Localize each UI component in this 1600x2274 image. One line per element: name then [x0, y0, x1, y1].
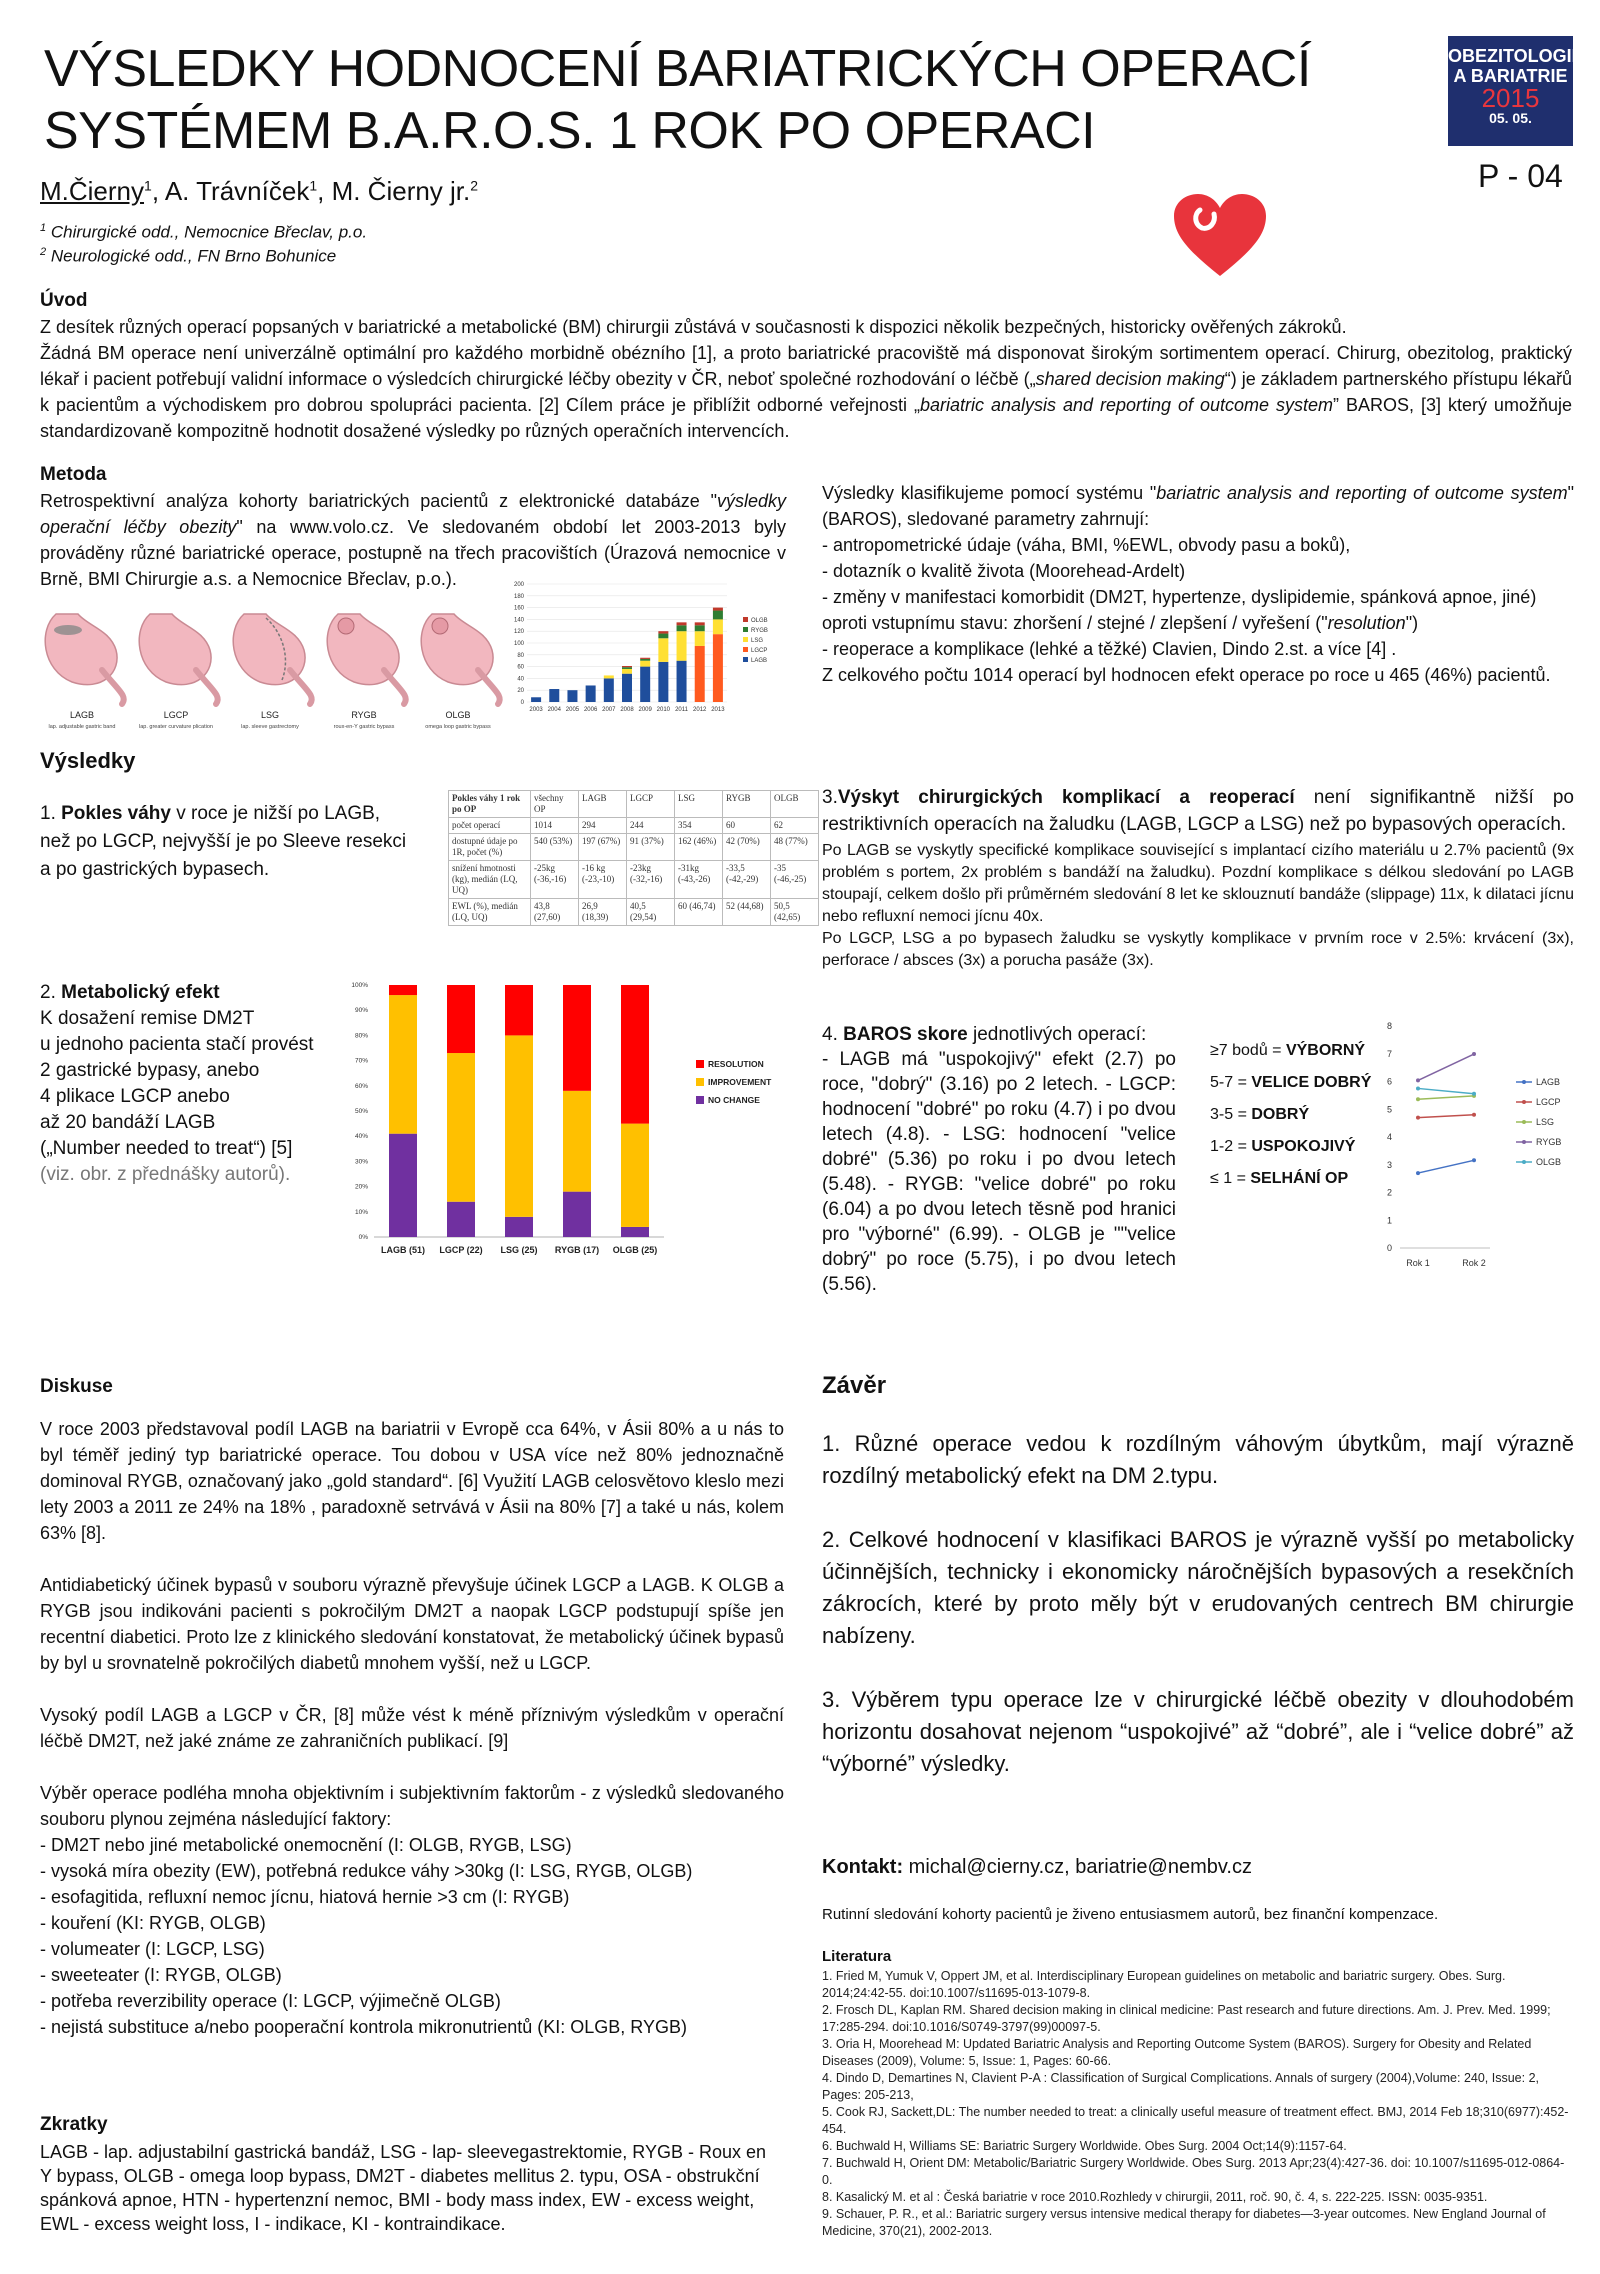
bar-lsg [604, 675, 614, 678]
kontakt: Kontakt: michal@cierny.cz, bariatrie@nembv.cz [822, 1856, 1252, 1878]
reference-item: 1. Fried M, Yumuk V, Oppert JM, et al. Interdisciplinary European guidelines on metabolic and bariatric surgery. Obes. Surg. 2014;24:42-55. doi:10.1007/s11695-013-1079-8. [822, 1969, 1506, 2000]
legend-marker [1522, 1080, 1526, 1084]
intestine-shape [478, 670, 500, 704]
legend-swatch [696, 1060, 704, 1068]
point-lgcp [1416, 1116, 1420, 1120]
bar-lsg [713, 619, 723, 634]
table-cell: -16 kg (-23,-10) [579, 861, 627, 899]
reference-item: 6. Buchwald H, Williams SE: Bariatric Surgery Worldwide. Obes Surg. 2004 Oct;14(9):1157-64. [822, 2139, 1347, 2153]
legend-label: RYGB [1536, 1137, 1562, 1147]
x-tick-label: OLGB (25) [612, 1245, 658, 1255]
intestine-shape [290, 670, 312, 704]
table-cell: -23kg (-32,-16) [627, 861, 675, 899]
operation-illustrations [36, 600, 506, 730]
y-tick-label: 10% [354, 1208, 368, 1216]
title-line-2: SYSTÉMEM B.A.R.O.S. 1 ROK PO OPERACI [44, 102, 1096, 160]
stomach-olgb-icon [421, 614, 500, 704]
bar-lagb [586, 685, 596, 702]
table-cell: 60 [723, 818, 771, 834]
bar-olgb [658, 631, 668, 633]
op-caption-label: lap. greater curvature plication [139, 724, 213, 730]
table-cell: 294 [579, 818, 627, 834]
table-cell: Pokles váhy 1 rok po OP [449, 791, 531, 818]
bar-lagb [531, 697, 541, 702]
legend-label: RYGB [751, 628, 768, 634]
bar-lgcp [695, 646, 705, 702]
table-cell: 42 (70%) [723, 834, 771, 861]
bar-lsg [677, 631, 687, 661]
bar-lagb [677, 661, 687, 702]
op-caption-label: omega loop gastric bypass [425, 724, 491, 730]
stomach-lsg-icon [233, 614, 312, 704]
scale-row: 1-2 = USPOKOJIVÝ [1210, 1138, 1356, 1155]
result-3-text: 3.Výskyt chirurgických komplikací a reoperací není signifikantně nižší po restriktivních operacích na žaludku (LAGB, LGCP a LSG) než po bypasových operacích. Po LAGB se vyskytly specifické komplikace související s implantací cizího materiálu u 2.7% pacientů (9x problém s portem, 2x problém s bandáží na žaludku). Pozdní komplikace s délkou sledování po LAGB stoupají, celkem došlo při průměrném sledování 8 let ke sklouznutí bandáže (slippage) 11x, k dilataci jícnu nebo refluxní nemoci jícnu 40x. Po LGCP, LSG a po bypasech žaludku se vyskytly komplikace v prvním roce v 2.5%: krvácení (3x), perforace / absces (3x) a porucha pasáže (3x). [822, 787, 1574, 969]
table-cell: počet operací [449, 818, 531, 834]
bar-lsg [640, 661, 650, 667]
op-name-label: OLGB [445, 710, 471, 720]
op-name-label: LSG [260, 710, 280, 720]
table-cell: -35 (-46,-25) [771, 861, 819, 899]
bar-no-change [505, 1217, 533, 1237]
x-tick-label: 2004 [547, 707, 561, 713]
legend-label: RESOLUTION [708, 1059, 764, 1069]
legend-swatch [743, 627, 748, 632]
y-tick-label: 100 [513, 641, 524, 647]
bar-rygb [713, 611, 723, 620]
uvod-text: Z desítek různých operací popsaných v bariatrické a metabolické (BM) chirurgii zůstává v současnosti k dispozici několik bezpečných, historicky ověřených zákroků. Žádná BM operace není univerzálně optimální pro každého morbidně obézního [1], a proto bariatrické pracoviště má disponovat širokým sortimentem operací. Chirurg, obezitolog, praktický lékař i pacient potřebují validní informace o výsledcích chirurgické léčby obezity v ČR, neboť společné rozhodování o léčbě („shared decision making“) je základem partnerského přístupu lékařů k pacientům a východiskem pro dobrou spolupráci pacienta. [2] Cílem práce je přiblížit odborné veřejnosti „bariatric analysis and reporting of outcome system” BAROS, [3] který umožňuje standardizovaně kompozitně hodnotit dosažené výsledky po různých operačních intervencích. [40, 317, 1573, 441]
op-caption-label: lap. sleeve gastrectomy [241, 724, 299, 730]
y-tick-label: 0 [520, 700, 524, 706]
legend-label: OLGB [1536, 1157, 1562, 1167]
legend-swatch [743, 617, 748, 622]
y-tick-label: 2 [1386, 1187, 1392, 1198]
bar-resolution [389, 985, 417, 995]
legend-label: LSG [751, 638, 764, 644]
authors: M.Čierny$^1$, A. Trávníček$^1$, M. Čierny jr.$^2$ [40, 176, 479, 206]
table-cell: snížení hmotnosti (kg), medián (LQ, UQ) [449, 861, 531, 899]
table-row [449, 834, 819, 861]
bar-olgb [640, 658, 650, 659]
y-tick-label: 80% [354, 1032, 368, 1040]
bar-resolution [505, 985, 533, 1035]
legend-swatch [743, 637, 748, 642]
table-cell: dostupné údaje po 1R, počet (%) [449, 834, 531, 861]
x-tick-label: 2003 [529, 707, 543, 713]
stomach-lagb-icon [45, 614, 124, 704]
x-tick-label: RYGB (17) [554, 1245, 600, 1255]
conference-logo: OBEZITOLOGIE A BARIATRIE 2015 05. 05. [1448, 36, 1573, 146]
bar-lgcp [713, 634, 723, 702]
legend-swatch [743, 647, 748, 652]
affiliation-2: $^2$ Neurologické odd., FN Brno Bohunice [40, 246, 337, 266]
reference-item: 2. Frosch DL, Kaplan RM. Shared decision making in clinical medicine: Past research and future directions. Am. J. Prev. Med. 1999; 17:285-294. doi:10.1016/S0749-3797(99)00097-5. [822, 2003, 1551, 2034]
table-row [449, 899, 819, 926]
x-tick-label: 2009 [638, 707, 652, 713]
legend-marker [1522, 1120, 1526, 1124]
table-cell: 50,5 (42,65) [771, 899, 819, 926]
scale-row: ≥7 bodů = VÝBORNÝ [1210, 1042, 1366, 1059]
bar-lagb [549, 689, 559, 702]
metoda-right-text: Výsledky klasifikujeme pomocí systému "bariatric analysis and reporting of outcome system" (BAROS), sledované parametry zahrnují: - antropometrické údaje (váha, BMI, %EWL, obvody pasu a boků), - dotazník o kvalitě života (Moorehead-Ardelt) - změny v manifestaci komorbidit (DM2T, hypertenze, dyslipidemie, spánková apnoe, jiné) oproti vstupnímu stavu: zhoršení / stejné / zlepšení / vyřešení ("resolution") - reoperace a komplikace (lehké a těžké) Clavien, Dindo 2.st. a více [4] . Z celkového počtu 1014 operací byl hodnocen efekt operace po roce u 465 (46%) pacientů. [822, 483, 1575, 685]
y-tick-label: 160 [513, 605, 524, 612]
bar-olgb [677, 622, 687, 625]
legend-marker [1522, 1160, 1526, 1164]
legend-label: IMPROVEMENT [708, 1077, 772, 1087]
point-lagb [1416, 1171, 1420, 1175]
zkratky-text: LAGB - lap. adjustabilní gastrická bandáž, LSG - lap- sleevegastrektomie, RYGB - Roux en Y bypass, OLGB - omega loop bypass, DM2T - diabetes mellitus 2. typu, OSA - obstrukční spánková apnoe, HTN - hypertenzní nemoc, BMI - body mass index, EW - excess weight, EWL - excess weight loss, I - indikace, KI - kontraindikace. [40, 2142, 767, 2234]
stomach-illustrations-icon [36, 600, 506, 730]
author-1: M.Čierny [40, 176, 145, 206]
literatura-heading: Literatura [822, 1948, 892, 1965]
point-olgb [1416, 1086, 1420, 1090]
bar-lagb [567, 690, 577, 702]
bar-lsg [622, 669, 632, 674]
x-tick-label: 2012 [693, 707, 707, 713]
bar-no-change [563, 1192, 591, 1237]
bar-rygb [640, 659, 650, 661]
baros-scale [1208, 1040, 1373, 1202]
line-lagb [1418, 1160, 1474, 1173]
table-cell: 540 (53%) [531, 834, 579, 861]
x-tick-label: 2010 [656, 707, 671, 713]
y-tick-label: 1 [1386, 1215, 1392, 1226]
author-3: , M. Čierny jr. [317, 176, 471, 206]
bar-no-change [621, 1227, 649, 1237]
affiliation-1: $^1$ Chirurgické odd., Nemocnice Břeclav, p.o. [40, 222, 368, 242]
y-tick-label: 70% [354, 1057, 368, 1065]
table-cell: 26,9 (18,39) [579, 899, 627, 926]
line-lgcp [1418, 1115, 1474, 1118]
table-row [449, 861, 819, 899]
table-row [449, 791, 819, 818]
bar-rygb [695, 625, 705, 631]
table-cell: 40,5 (29,54) [627, 899, 675, 926]
x-tick-label: Rok 1 [1406, 1258, 1430, 1268]
table-cell: -25kg (-36,-16) [531, 861, 579, 899]
y-tick-label: 30% [354, 1158, 368, 1166]
table-cell: 244 [627, 818, 675, 834]
op-name-label: RYGB [351, 710, 377, 720]
legend-label: LAGB [751, 658, 768, 664]
author-2: , A. Trávníček [151, 176, 310, 206]
y-tick-label: 7 [1386, 1048, 1392, 1059]
table-cell: 197 (67%) [579, 834, 627, 861]
bar-improvement [389, 995, 417, 1134]
legend-marker [1522, 1140, 1526, 1144]
intestine-shape [384, 670, 406, 704]
reference-item: 4. Dindo D, Demartines N, Clavient P-A : Classification of Surgical Complications. Annals of surgery (2004),Volume: 240, Issue: 2, Pages: 205-213, [822, 2071, 1539, 2102]
stomach-lgcp-icon [139, 614, 218, 704]
y-tick-label: 200 [513, 582, 524, 588]
bar-resolution [563, 985, 591, 1091]
table-cell: LGCP [627, 791, 675, 818]
scale-row: ≤ 1 = SELHÁNÍ OP [1210, 1170, 1349, 1187]
y-tick-label: 60% [354, 1082, 368, 1090]
reference-item: 7. Buchwald H, Orient DM: Metabolic/Bariatric Surgery Worldwide. Obes Surg. 2013 Apr;23(4):427-36. doi: 10.1007/s11695-012-0864-0. [822, 2156, 1565, 2187]
literatura-list [822, 1968, 1574, 2240]
result-1-text: 1. Pokles váhy v roce je nižší po LAGB, než po LGCP, nejvyšší je po Sleeve resekci a po gastrických bypasech. [40, 803, 407, 880]
y-tick-label: 3 [1386, 1159, 1392, 1170]
line-olgb [1418, 1088, 1474, 1093]
legend-label: OLGB [751, 618, 768, 624]
y-tick-label: 40 [517, 676, 524, 683]
heart-logo-icon [1170, 190, 1270, 280]
y-tick-label: 5 [1386, 1104, 1392, 1115]
metabolic-effect-chart [338, 975, 798, 1265]
operations-per-year-chart [505, 578, 775, 728]
poster-title [44, 38, 1311, 162]
table-cell: LAGB [579, 791, 627, 818]
metoda-heading: Metoda [40, 464, 107, 485]
legend-swatch [696, 1096, 704, 1104]
y-tick-label: 4 [1386, 1132, 1392, 1142]
zaver-text: 1. Různé operace vedou k rozdílným váhovým úbytkům, mají výrazně rozdílný metabolický efekt na DM 2.typu. 2. Celkové hodnocení v klasifikaci BAROS je výrazně vyšší po metabolicky účinnějších, technicky i ekonomicky náročnějších bypasových a resekčních zákrocích, které by proto měly být v erudovaných centrech BM chirurgie nabízeny. 3. Výběrem typu operace lze v chirurgické léčbě obezity v dlouhodobém horizontu dosahovat nejenom “uspokojivé” až “dobré”, ale i “velice dobré” až “výborné” výsledky. [822, 1431, 1574, 1776]
title-line-1: VÝSLEDKY HODNOCENÍ BARIATRICKÝCH OPERACÍ [44, 40, 1311, 98]
bar-rygb [677, 625, 687, 631]
table-cell: OLGB [771, 791, 819, 818]
y-tick-label: 0 [1386, 1243, 1392, 1253]
y-tick-label: 80 [517, 652, 524, 659]
legend-marker [1522, 1100, 1526, 1104]
intestine-shape [196, 670, 218, 704]
table-cell: 91 (37%) [627, 834, 675, 861]
poster-code: P - 04 [1478, 158, 1563, 194]
table-cell: 60 (46,74) [675, 899, 723, 926]
uvod-heading: Úvod [40, 290, 88, 311]
table-cell: -31kg (-43,-26) [675, 861, 723, 899]
op-name-label: LGCP [163, 710, 189, 720]
table-cell: všechny OP [531, 791, 579, 818]
legend-label: LAGB [1536, 1077, 1561, 1087]
y-tick-label: 140 [513, 617, 524, 624]
point-lgcp [1472, 1113, 1476, 1117]
bar-lagb [640, 667, 650, 702]
bar-improvement [447, 1053, 475, 1202]
x-tick-label: LAGB (51) [380, 1245, 426, 1255]
bar-olgb [695, 622, 705, 625]
reference-item: 3. Oria H, Moorehead M: Updated Bariatric Analysis and Reporting Outcome System (BAROS). Surgery for Obesity and Related Diseases (2009), Volume: 5, Issue: 1, Pages: 60-66. [822, 2037, 1532, 2068]
y-tick-label: 8 [1386, 1021, 1392, 1031]
y-tick-label: 50% [354, 1108, 368, 1115]
legend-label: LGCP [1536, 1097, 1561, 1107]
legend-label: NO CHANGE [708, 1095, 760, 1105]
bar-improvement [563, 1091, 591, 1192]
y-tick-label: 90% [354, 1007, 368, 1015]
bar-lagb [658, 662, 668, 702]
bar-resolution [447, 985, 475, 1053]
x-tick-label: 2005 [565, 707, 580, 713]
vysledky-heading: Výsledky [40, 748, 136, 773]
table-cell: 62 [771, 818, 819, 834]
point-rygb [1416, 1078, 1420, 1082]
zkratky-heading: Zkratky [40, 2114, 108, 2135]
table-cell: 354 [675, 818, 723, 834]
table-cell: 48 (77%) [771, 834, 819, 861]
y-tick-label: 20 [517, 688, 524, 695]
y-tick-label: 60 [517, 664, 524, 671]
point-rygb [1472, 1052, 1476, 1056]
x-tick-label: 2008 [620, 707, 634, 713]
table-cell: 162 (46%) [675, 834, 723, 861]
legend-label: LSG [1536, 1117, 1555, 1127]
y-tick-label: 120 [513, 629, 524, 636]
result-4-text: 4. BAROS skore jednotlivých operací: - LAGB má "uspokojivý" efekt (2.7) po roce, "dobrý" (3.16) po 2 letech. - LGCP: hodnocení "dobré" po roku (4.7) i po dvou letech (4.8). - LSG: hodnocení "velice dobré" (5.36) po roku i po dvou letech (5.48). - RYGB: "velice dobré" po roku (6.04) a po dvou letech těsně pod hranici pro "výborné" (6.99). - OLGB je ""velice dobrý" po roce (5.75), i po dvou letech (5.56). [822, 1024, 1176, 1295]
bar-no-change [389, 1134, 417, 1237]
scale-row: 3-5 = DOBRÝ [1210, 1106, 1310, 1123]
result-2-text: 2. Metabolický efekt K dosažení remise DM2T u jednoho pacienta stačí provést 2 gastrické bypasy, anebo 4 plikace LGCP anebo až 20 bandáží LAGB („Number needed to treat“) [5] (viz. obr. z přednášky autorů). [40, 982, 314, 1185]
op-caption-label: lap. adjustable gastric band [48, 724, 116, 730]
zaver-heading: Závěr [822, 1372, 887, 1399]
x-tick-label: Rok 2 [1462, 1258, 1486, 1268]
table-cell: EWL (%), medián (LQ, UQ) [449, 899, 531, 926]
table-cell: LSG [675, 791, 723, 818]
x-tick-label: 2006 [583, 707, 598, 713]
bar-rygb [622, 667, 632, 669]
weight-loss-table [448, 790, 819, 926]
point-olgb [1472, 1092, 1476, 1096]
band-shape [54, 625, 82, 635]
table-cell: RYGB [723, 791, 771, 818]
y-tick-label: 100% [351, 982, 368, 989]
diskuse-text: V roce 2003 představoval podíl LAGB na bariatrii v Evropě cca 64%, v Ásii 80% a u nás to byl téměř jediný typ bariatrické operace. Tou dobou v USA více než 80% jednoznačně dominoval RYGB, označovaný jako „gold standard“. [6] Využití LAGB celosvětovo kleslo mezi lety 2003 a 2011 ze 24% na 18% , paradoxně setrvává v Ásii na 80% [7] a také u nás, kolem 63% [8]. Antidiabetický účinek bypasů v souboru výrazně převyšuje účinek LGCP a LAGB. K OLGB a RYGB jsou indikováni pacienti s pokročilým DM2T a naopak LGCP podstupují spíše jen recentní diabetici. Proto lze z klinického sledování konstatovat, že metabolický účinek bypasů by byl u srovnatelně pokročilých diabetů mnohem vyšší, než u LGCP. Vysoký podíl LAGB a LGCP v ČR, [8] může vést k méně příznivým výsledkům v operační léčbě DM2T, než jaké známe ze zahraničních publikací. [9] Výběr operace podléha mnoha objektivním i subjektivním faktorům - z výsledků sledovaného souboru plynou zejména následující faktory: - DM2T nebo jiné metabolické onemocnění (I: OLGB, RYGB, LSG) - vysoká míra obezity (EW), potřebná redukce váhy >30kg (I: LSG, RYGB, OLGB) - esofagitida, refluxní nemoc jícnu, hiatová hernie >3 cm (I: RYGB) - kouření (KI: RYGB, OLGB) - volumeater (I: LGCP, LSG) - sweeteater (I: RYGB, OLGB) - potřeba reverzibility operace (I: LGCP, výjimečně OLGB) - nejistá substituce a/nebo pooperační kontrola mikronutrientů (KI: OLGB, RYGB) [40, 1419, 784, 2037]
bar-improvement [621, 1124, 649, 1227]
y-tick-label: 20% [354, 1183, 368, 1191]
bar-lsg [695, 631, 705, 646]
x-tick-label: 2007 [602, 707, 616, 713]
bar-lagb [622, 674, 632, 702]
y-tick-label: 40% [354, 1133, 368, 1141]
table-cell: 1014 [531, 818, 579, 834]
x-tick-label: LGCP (22) [439, 1245, 483, 1255]
point-lsg [1416, 1097, 1420, 1101]
diskuse-heading: Diskuse [40, 1376, 113, 1397]
line-rygb [1418, 1054, 1474, 1080]
point-lagb [1472, 1158, 1476, 1162]
y-tick-label: 180 [513, 593, 524, 600]
stomach-rygb-icon [327, 614, 406, 704]
pouch-shape [432, 618, 448, 634]
kontakt-note: Rutinní sledování kohorty pacientů je živeno entusiasmem autorů, bez finanční kompenzace. [822, 1906, 1439, 1923]
op-name-label: LAGB [69, 710, 95, 720]
bar-improvement [505, 1035, 533, 1216]
legend-swatch [743, 657, 748, 662]
pouch-shape [338, 618, 354, 634]
legend-label: LGCP [751, 648, 768, 654]
table-cell: 43,8 (27,60) [531, 899, 579, 926]
bar-lagb [604, 678, 614, 702]
bar-lsg [658, 638, 668, 662]
bar-rygb [658, 634, 668, 639]
x-tick-label: 2011 [675, 707, 688, 713]
reference-item: 5. Cook RJ, Sackett,DL: The number needed to treat: a clinically useful measure of treatment effect. BMJ, 2014 Feb 18;310(6977):452-454. [822, 2105, 1569, 2136]
reference-item: 9. Schauer, P. R., et al.: Bariatric surgery versus intensive medical therapy for diabetes—3-year outcomes. New England Journal of Medicine, 370(21), 2002-2013. [822, 2207, 1546, 2238]
table-row [449, 818, 819, 834]
metoda-text: Retrospektivní analýza kohorty bariatrických pacientů z elektronické databáze "výsledky operační léčby obezity" na www.volo.cz. Ve sledovaném období let 2003-2013 byly prováděny různé bariatrické operace, postupně na třech pracovištích (Úrazová nemocnice v Brně, BMI Chirurgie a.s. a Nemocnice Břeclav, p.o.). [40, 491, 787, 589]
bar-olgb [713, 608, 723, 611]
legend-swatch [696, 1078, 704, 1086]
scale-row: 5-7 = VELICE DOBRÝ [1210, 1074, 1372, 1091]
op-caption-label: roux-en-Y gastric bypass [333, 724, 395, 730]
bar-resolution [621, 985, 649, 1124]
table-cell: 52 (44,68) [723, 899, 771, 926]
baros-score-chart [1378, 1016, 1578, 1286]
y-tick-label: 6 [1386, 1076, 1392, 1087]
line-lsg [1418, 1096, 1474, 1099]
reference-item: 8. Kasalický M. et al : Česká bariatrie v roce 2010.Rozhledy v chirurgii, 2011, roč. 90, č. 4, s. 222-225. ISSN: 0035-9351. [822, 2190, 1488, 2204]
bar-no-change [447, 1202, 475, 1237]
intestine-shape [102, 670, 124, 704]
table-cell: -33,5 (-42,-29) [723, 861, 771, 899]
bar-olgb [622, 666, 632, 667]
y-tick-label: 0% [358, 1234, 368, 1241]
x-tick-label: LSG (25) [500, 1245, 538, 1255]
x-tick-label: 2013 [711, 707, 725, 713]
